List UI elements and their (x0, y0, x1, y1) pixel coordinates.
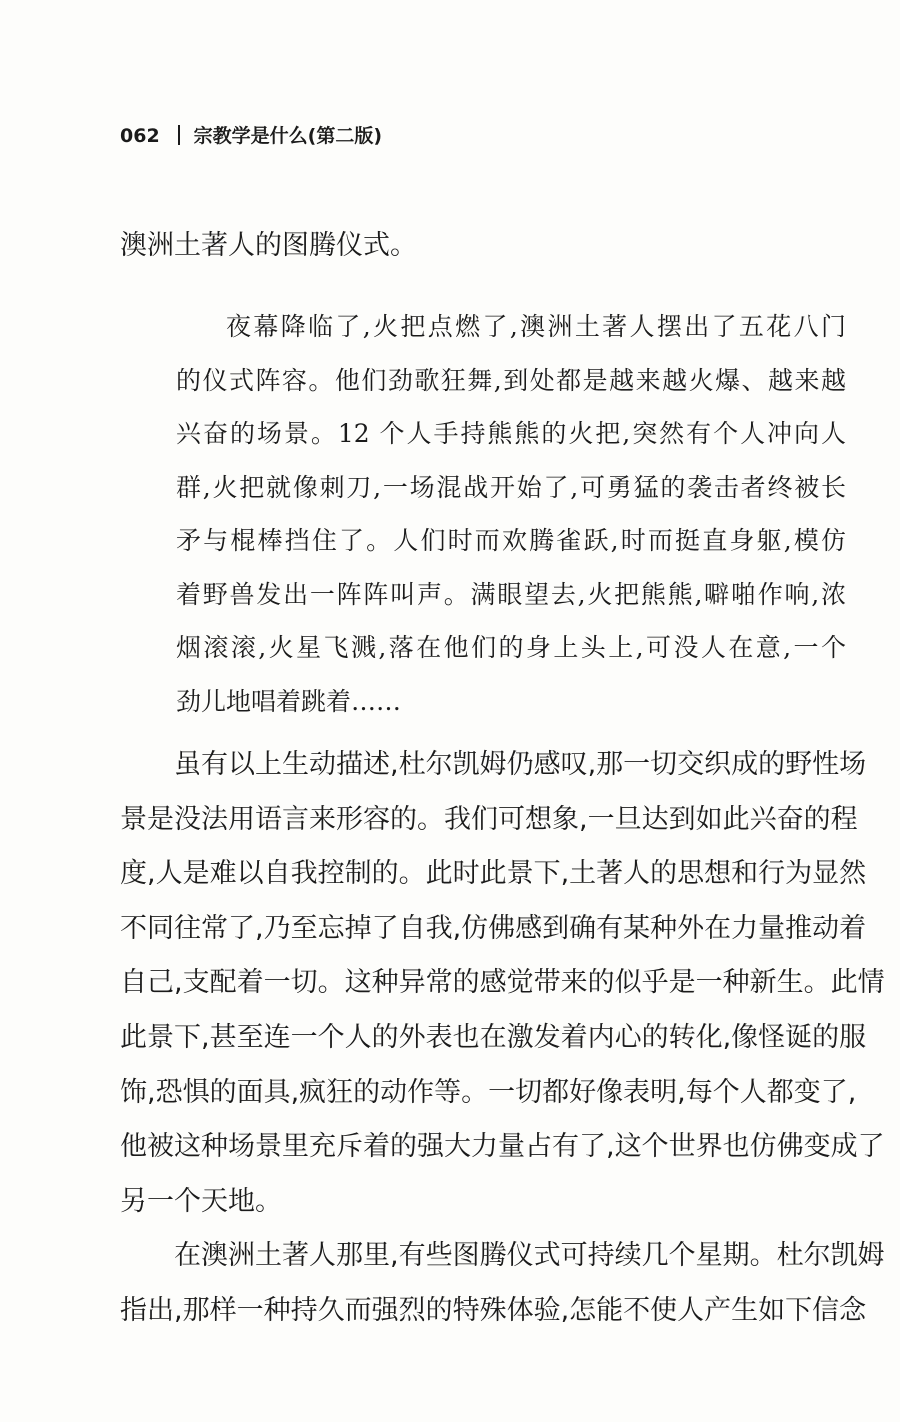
body-text (120, 738, 885, 1339)
paragraph (120, 738, 885, 1229)
paragraph-line: 自己,支配着一切。这种异常的感觉带来的似乎是一种新生。此情 (120, 967, 885, 999)
paragraph-line: 饰,恐惧的面具,疯狂的动作等。一切都好像表明,每个人都变了, (120, 1076, 857, 1108)
quote-line: 的仪式阵容。他们劲歌狂舞,到处都是越来越火爆、越来越 (176, 365, 846, 395)
quote-line: 着野兽发出一阵阵叫声。满眼望去,火把熊熊,噼啪作响,浓 (176, 579, 846, 609)
book-title: 宗教学是什么(第二版) (193, 125, 383, 147)
paragraph-line: 度,人是难以自我控制的。此时此景下,土著人的思想和行为显然 (120, 858, 867, 890)
paragraph-line: 指出,那样一种持久而强烈的特殊体验,怎能不使人产生如下信念 (120, 1294, 867, 1326)
block-quote (176, 300, 846, 728)
quote-line: 夜幕降临了,火把点燃了,澳洲土著人摆出了五花八门 (226, 312, 846, 341)
quote-line: 劲儿地唱着跳着…… (176, 686, 402, 716)
paragraph (120, 1229, 885, 1338)
paragraph-line: 景是没法用语言来形容的。我们可想象,一旦达到如此兴奋的程 (120, 803, 858, 835)
header-divider (178, 125, 180, 145)
paragraph-line: 不同往常了,乃至忘掉了自我,仿佛感到确有某种外在力量推动着 (120, 912, 867, 944)
paragraph-line: 此景下,甚至连一个人的外表也在激发着内心的转化,像怪诞的服 (120, 1021, 867, 1053)
quote-line: 兴奋的场景。12 个人手持熊熊的火把,突然有个人冲向人 (176, 419, 846, 448)
paragraph-line: 他被这种场景里充斥着的强大力量占有了,这个世界也仿佛变成了 (120, 1131, 885, 1163)
quote-line: 烟滚滚,火星飞溅,落在他们的身上头上,可没人在意,一个 (176, 633, 846, 662)
paragraph-line: 虽有以上生动描述,杜尔凯姆仍感叹,那一切交织成的野性场 (174, 749, 867, 780)
running-header (120, 124, 382, 148)
lead-text: 澳洲土著人的图腾仪式。 (120, 230, 417, 261)
paragraph-line: 另一个天地。 (120, 1185, 282, 1217)
paragraph-line: 在澳洲土著人那里,有些图腾仪式可持续几个星期。杜尔凯姆 (174, 1240, 885, 1272)
quote-line: 矛与棍棒挡住了。人们时而欢腾雀跃,时而挺直身躯,模仿 (176, 526, 846, 555)
page-number: 062 (120, 125, 160, 147)
quote-line: 群,火把就像刺刀,一场混战开始了,可勇猛的袭击者终被长 (176, 472, 846, 502)
